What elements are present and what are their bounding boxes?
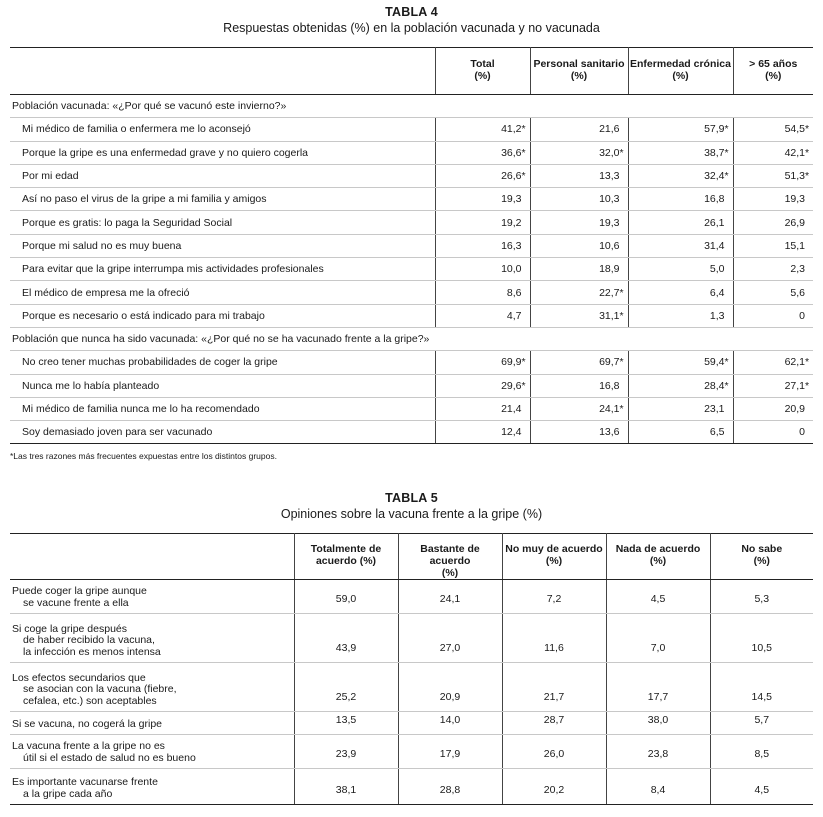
table4-col-header: Enfermedad crónica (%)	[628, 48, 733, 95]
table4-row-label: Mi médico de familia nunca me lo ha recomendado	[10, 397, 435, 420]
table4-cell	[733, 374, 813, 397]
table4-cell	[435, 351, 530, 374]
table4-row-label: No creo tener muchas probabilidades de coger la gripe	[10, 351, 435, 374]
table4-cell	[628, 118, 733, 141]
significance-mark: *	[724, 146, 729, 159]
table4-row-label: Porque es gratis: lo paga la Seguridad Social	[10, 211, 435, 234]
table5-col-header: Totalmente de acuerdo (%)	[294, 534, 398, 580]
significance-mark: *	[521, 356, 526, 369]
table4-cell-value	[464, 310, 530, 322]
table5-cell: 23,9	[294, 735, 398, 769]
cell-number: 36,6	[501, 146, 522, 159]
table5-col-header: No sabe (%)	[710, 534, 813, 580]
significance-mark: *	[805, 379, 810, 392]
table4-cell-value	[562, 310, 628, 322]
cell-number: 24,1	[599, 403, 620, 415]
table5-cell: 17,7	[606, 663, 710, 712]
cell-number: 59,4	[704, 356, 725, 369]
cell-number: 0	[799, 426, 805, 439]
table4-cell	[435, 234, 530, 257]
table5-row-label-line: cefalea, etc.) son aceptables	[23, 694, 157, 707]
table5-col-header: Bastante de acuerdo (%)	[398, 534, 502, 580]
table5-row-label	[10, 580, 294, 614]
table5-cell: 23,8	[606, 735, 710, 769]
table4-cell	[628, 258, 733, 281]
cell-number: 31,1	[599, 309, 620, 322]
cell-number: 38,7	[704, 146, 725, 159]
table5-cell: 5,3	[710, 580, 813, 614]
table4-cell	[530, 281, 628, 304]
table5-cell: 27,0	[398, 614, 502, 663]
cell-number: 10,0	[501, 263, 522, 276]
table4-cell-value	[464, 217, 530, 229]
table5-cell: 17,9	[398, 735, 502, 769]
cell-number: 16,3	[501, 239, 522, 252]
table5-cell: 4,5	[606, 580, 710, 614]
table4-cell-value	[667, 287, 733, 299]
table4-cell	[530, 234, 628, 257]
cell-number: 4,7	[506, 309, 522, 322]
table4-cell-value	[667, 147, 733, 159]
cell-number: 32,4	[704, 170, 725, 183]
table4-cell	[733, 234, 813, 257]
table5-header-row	[10, 534, 813, 580]
table4-caption	[0, 5, 823, 36]
table5-row-label-line: Si se vacuna, no cogerá la gripe	[12, 717, 163, 730]
table5-cell: 26,0	[502, 735, 606, 769]
table4-cell-value	[667, 263, 733, 275]
table4-cell-value	[562, 147, 628, 159]
table4-cell	[435, 141, 530, 164]
table4-cell-value	[747, 193, 813, 205]
table4-cell	[628, 141, 733, 164]
table5-row-label-line: Puede coger la gripe aunque	[12, 585, 147, 597]
table4-cell-value	[562, 170, 628, 182]
cell-number: 21,4	[501, 403, 522, 415]
table4-row-label: Porque es necesario o está indicado para mi trabajo	[10, 304, 435, 327]
table5-row-label	[10, 712, 294, 735]
table4-cell	[530, 351, 628, 374]
table4-row	[10, 141, 813, 164]
table4-cell-value	[464, 287, 530, 299]
table4-footnote: *Las tres razones más frecuentes expuestas entre los distintos grupos.	[10, 451, 277, 461]
cell-number: 62,1	[784, 356, 805, 369]
table5-row-label-line: a la gripe cada año	[23, 787, 113, 800]
table4-cell-value	[667, 217, 733, 229]
table4-cell	[435, 421, 530, 444]
table4-row-label: Mi médico de familia o enfermera me lo aconsejó	[10, 118, 435, 141]
cell-number: 10,6	[599, 239, 620, 252]
table5-row-label	[10, 614, 294, 663]
table4-row	[10, 397, 813, 420]
table4-row	[10, 281, 813, 304]
table5-row-label-line: de haber recibido la vacuna,	[23, 634, 155, 646]
table4-cell	[435, 188, 530, 211]
table4-cell-value	[747, 403, 813, 415]
table5-row	[10, 735, 813, 769]
cell-number: 26,1	[704, 216, 725, 229]
table4-cell-value	[747, 263, 813, 275]
table4-cell	[628, 421, 733, 444]
cell-number: 26,6	[501, 170, 522, 183]
significance-mark: *	[619, 403, 624, 415]
cell-number: 1,3	[709, 309, 725, 322]
table5-row-label-line: se asocian con la vacuna (fiebre,	[23, 683, 177, 695]
table5-row-label	[10, 735, 294, 769]
table4-cell	[435, 164, 530, 187]
table4-cell-value	[667, 356, 733, 368]
table5-row-label-line: la infección es menos intensa	[23, 645, 161, 658]
table4-cell-value	[562, 287, 628, 299]
table4-cell-value	[667, 310, 733, 322]
table5-cell: 13,5	[294, 712, 398, 735]
cell-number: 21,6	[599, 123, 620, 136]
cell-number: 20,9	[784, 403, 805, 415]
table4-group-label: Población que nunca ha sido vacunada: «¿Por qué no se ha vacunado frente a la gripe?»	[10, 327, 813, 350]
cell-number: 54,5	[784, 123, 805, 136]
table5-row-label	[10, 663, 294, 712]
table4-row-label: Porque la gripe es una enfermedad grave y no quiero cogerla	[10, 141, 435, 164]
cell-number: 13,3	[599, 170, 620, 183]
table4-row	[10, 188, 813, 211]
table4-cell-value	[667, 403, 733, 415]
table4-cell	[435, 118, 530, 141]
table4-cell	[733, 304, 813, 327]
table4-row	[10, 351, 813, 374]
table4-cell-value	[747, 147, 813, 159]
table4-cell	[435, 281, 530, 304]
cell-number: 19,3	[784, 193, 805, 206]
table4-cell-value	[747, 310, 813, 322]
table5-number: TABLA 5	[385, 491, 438, 505]
cell-number: 18,9	[599, 263, 620, 276]
cell-number: 0	[799, 309, 805, 322]
table4-cell	[733, 351, 813, 374]
table5-cell: 20,2	[502, 769, 606, 805]
table4-row	[10, 211, 813, 234]
table5-cell: 4,5	[710, 769, 813, 805]
table5-row-label-line: Es importante vacunarse frente	[12, 776, 158, 788]
table4-cell	[435, 211, 530, 234]
table4-cell	[530, 211, 628, 234]
table4-cell	[733, 281, 813, 304]
cell-number: 6,4	[709, 286, 725, 299]
table5-caption	[0, 491, 823, 522]
table4-group-row	[10, 95, 813, 118]
table4-row-label: Así no paso el virus de la gripe a mi familia y amigos	[10, 188, 435, 211]
cell-number: 28,4	[704, 379, 725, 392]
table4-cell	[628, 281, 733, 304]
table5-row	[10, 614, 813, 663]
table4-cell	[530, 118, 628, 141]
table5-row	[10, 769, 813, 805]
table4-group-row	[10, 327, 813, 350]
table4-cell	[628, 397, 733, 420]
table4-cell-value	[747, 356, 813, 368]
table4-col-header: Personal sanitario (%)	[530, 48, 628, 95]
table4-cell-value	[667, 193, 733, 205]
significance-mark: *	[724, 379, 729, 392]
cell-number: 13,6	[599, 426, 620, 439]
table4-cell	[733, 397, 813, 420]
table4-cell-value	[747, 287, 813, 299]
table4-row	[10, 164, 813, 187]
table4-cell-value	[562, 426, 628, 438]
significance-mark: *	[521, 123, 526, 136]
cell-number: 42,1	[784, 146, 805, 159]
significance-mark: *	[805, 356, 810, 369]
table4-cell-value	[747, 240, 813, 252]
table5-cell: 38,1	[294, 769, 398, 805]
table4-cell-value	[747, 426, 813, 438]
table4-cell	[733, 164, 813, 187]
table4-cell-value	[464, 263, 530, 275]
table5-cell: 8,4	[606, 769, 710, 805]
table4-cell-value	[562, 263, 628, 275]
table4-cell	[733, 118, 813, 141]
significance-mark: *	[805, 123, 810, 136]
table5-cell: 7,2	[502, 580, 606, 614]
cell-number: 16,8	[599, 379, 620, 392]
table4-cell-value	[562, 403, 628, 415]
cell-number: 32,0	[599, 146, 620, 159]
significance-mark: *	[619, 286, 624, 299]
table4-cell-value	[464, 170, 530, 182]
cell-number: 19,3	[501, 193, 522, 206]
significance-mark: *	[805, 170, 810, 183]
table5-cell: 8,5	[710, 735, 813, 769]
significance-mark: *	[619, 356, 624, 369]
table4-row-label: Por mi edad	[10, 164, 435, 187]
table4-cell-value	[747, 380, 813, 392]
table4-cell-value	[562, 193, 628, 205]
table4-cell	[628, 164, 733, 187]
significance-mark: *	[724, 123, 729, 136]
table4-row	[10, 118, 813, 141]
cell-number: 6,5	[709, 426, 725, 439]
table4-cell-value	[464, 426, 530, 438]
table4-cell	[733, 188, 813, 211]
cell-number: 69,9	[501, 356, 522, 369]
cell-number: 22,7	[599, 286, 620, 299]
cell-number: 8,6	[506, 286, 522, 299]
significance-mark: *	[724, 170, 729, 183]
table4-cell-value	[562, 240, 628, 252]
table4-col-header: Total (%)	[435, 48, 530, 95]
table4-cell-value	[667, 240, 733, 252]
table4-cell-value	[464, 380, 530, 392]
cell-number: 12,4	[501, 426, 522, 439]
table5-cell: 11,6	[502, 614, 606, 663]
table4-cell-value	[464, 403, 530, 415]
table4-cell	[530, 304, 628, 327]
table4-cell-value	[562, 356, 628, 368]
cell-number: 26,9	[784, 216, 805, 229]
cell-number: 5,6	[790, 286, 805, 299]
table5-row	[10, 663, 813, 712]
table4-cell	[733, 211, 813, 234]
cell-number: 69,7	[599, 356, 620, 369]
table4-cell	[733, 258, 813, 281]
table4-cell-value	[464, 193, 530, 205]
table4-cell-value	[667, 380, 733, 392]
table5-row-label-line: La vacuna frente a la gripe no es	[12, 740, 165, 752]
table4-title: Respuestas obtenidas (%) en la población vacunada y no vacunada	[223, 21, 600, 35]
table4-cell-value	[464, 123, 530, 135]
table5-cell: 28,8	[398, 769, 502, 805]
cell-number: 5,0	[709, 263, 725, 276]
table4-col-header: > 65 años (%)	[733, 48, 813, 95]
table4-cell-value	[464, 356, 530, 368]
table4-cell	[435, 397, 530, 420]
table4-cell	[628, 234, 733, 257]
table4-cell-value	[667, 123, 733, 135]
table4-header-label	[10, 48, 435, 95]
table5-cell: 14,0	[398, 712, 502, 735]
table4-row	[10, 258, 813, 281]
table4-cell	[530, 258, 628, 281]
table4-row-label: El médico de empresa me la ofreció	[10, 281, 435, 304]
table5-col-header: No muy de acuerdo (%)	[502, 534, 606, 580]
table5-cell: 21,7	[502, 663, 606, 712]
table4-cell-value	[667, 426, 733, 438]
table4-row-label: Para evitar que la gripe interrumpa mis actividades profesionales	[10, 258, 435, 281]
cell-number: 10,3	[599, 193, 620, 206]
significance-mark: *	[521, 170, 526, 183]
cell-number: 16,8	[704, 193, 725, 206]
table5-cell: 43,9	[294, 614, 398, 663]
table4-row	[10, 374, 813, 397]
table4-row-label: Nunca me lo había planteado	[10, 374, 435, 397]
significance-mark: *	[521, 379, 526, 392]
table4-cell	[435, 258, 530, 281]
table5-row	[10, 580, 813, 614]
table4-row	[10, 234, 813, 257]
table5-row-label-line: Los efectos secundarios que	[12, 671, 146, 684]
table4-cell	[628, 304, 733, 327]
table4-cell	[530, 374, 628, 397]
table4-cell	[530, 188, 628, 211]
table4-cell	[530, 397, 628, 420]
table4-row	[10, 304, 813, 327]
cell-number: 57,9	[704, 123, 725, 136]
table5	[10, 533, 813, 805]
significance-mark: *	[724, 356, 729, 369]
table4-cell	[733, 421, 813, 444]
table4-cell	[530, 421, 628, 444]
table4-cell	[733, 141, 813, 164]
table4-group-label: Población vacunada: «¿Por qué se vacunó este invierno?»	[10, 95, 813, 118]
table4-cell	[628, 188, 733, 211]
table4-cell-value	[464, 240, 530, 252]
table5-row-label-line: se vacune frente a ella	[23, 596, 129, 609]
table4-cell-value	[464, 147, 530, 159]
table5-cell: 28,7	[502, 712, 606, 735]
table5-cell: 24,1	[398, 580, 502, 614]
table4-header-row	[10, 48, 813, 95]
table5-cell: 10,5	[710, 614, 813, 663]
table5-cell: 7,0	[606, 614, 710, 663]
significance-mark: *	[619, 146, 624, 159]
table5-cell: 14,5	[710, 663, 813, 712]
table5-cell: 20,9	[398, 663, 502, 712]
cell-number: 27,1	[784, 379, 805, 392]
table4-cell	[530, 164, 628, 187]
table4-cell	[435, 374, 530, 397]
table5-row-label-line: útil si el estado de salud no es bueno	[23, 751, 196, 764]
table4-cell-value	[562, 123, 628, 135]
table5-cell: 5,7	[710, 712, 813, 735]
cell-number: 31,4	[704, 239, 725, 252]
table5-title: Opiniones sobre la vacuna frente a la gripe (%)	[280, 507, 543, 521]
significance-mark: *	[521, 146, 526, 159]
cell-number: 23,1	[704, 403, 725, 415]
table4-number: TABLA 4	[385, 5, 438, 19]
table4-cell	[628, 351, 733, 374]
table4-cell-value	[667, 170, 733, 182]
table5-cell: 38,0	[606, 712, 710, 735]
table4-cell-value	[747, 217, 813, 229]
table4-cell	[530, 141, 628, 164]
table5-row-label	[10, 769, 294, 805]
cell-number: 51,3	[784, 170, 805, 183]
table5-row	[10, 712, 813, 735]
table4-row-label: Porque mi salud no es muy buena	[10, 234, 435, 257]
table4-row	[10, 421, 813, 444]
table4-cell	[435, 304, 530, 327]
table4-cell-value	[562, 380, 628, 392]
table4-cell	[628, 374, 733, 397]
table5-cell: 25,2	[294, 663, 398, 712]
table4-cell	[628, 211, 733, 234]
significance-mark: *	[619, 309, 624, 322]
table4-cell-value	[562, 217, 628, 229]
table4-cell-value	[747, 170, 813, 182]
cell-number: 19,2	[501, 216, 522, 229]
table4	[10, 47, 813, 444]
cell-number: 29,6	[501, 379, 522, 392]
cell-number: 19,3	[599, 216, 620, 229]
significance-mark: *	[805, 146, 810, 159]
table5-cell: 59,0	[294, 580, 398, 614]
table5-header-label	[10, 534, 294, 580]
table5-col-header: Nada de acuerdo (%)	[606, 534, 710, 580]
cell-number: 41,2	[501, 123, 522, 136]
table4-cell-value	[747, 123, 813, 135]
table4-row-label: Soy demasiado joven para ser vacunado	[10, 421, 435, 444]
cell-number: 15,1	[784, 239, 805, 252]
table5-row-label-line: Si coge la gripe después	[12, 622, 127, 635]
cell-number: 2,3	[790, 263, 805, 276]
